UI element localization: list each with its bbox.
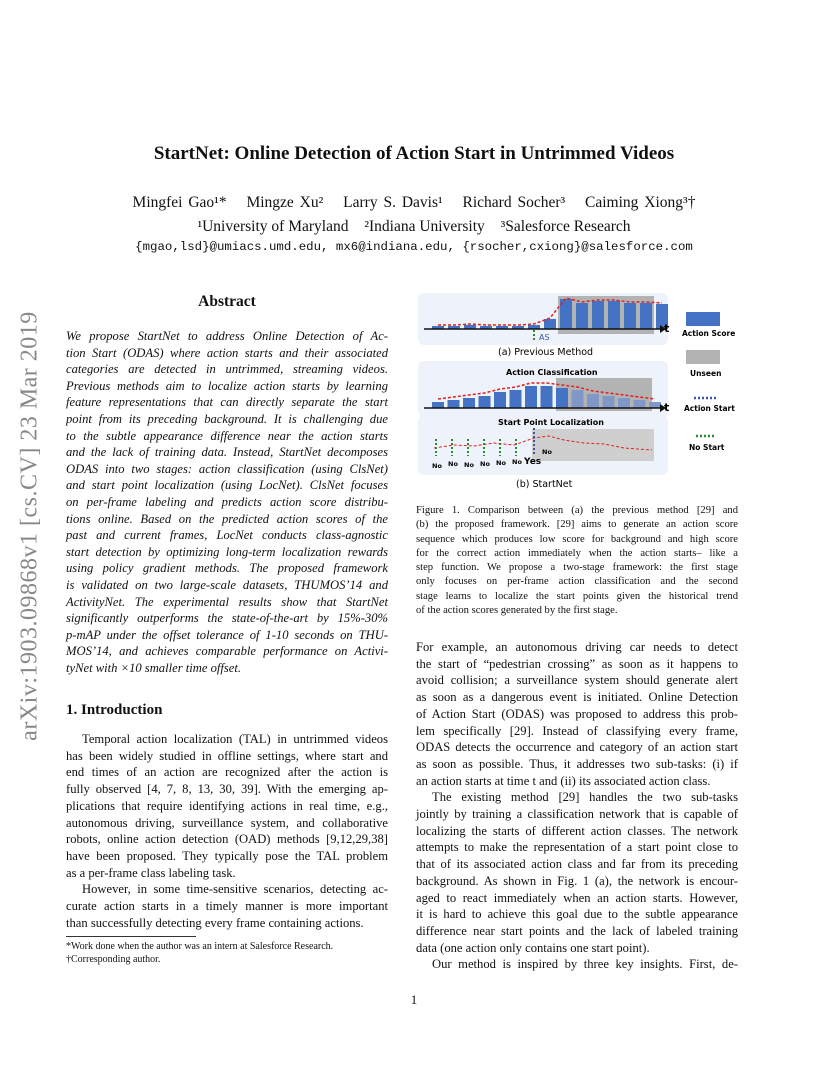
body-line: lem specifically [29]. Instead of classifying every frame, bbox=[416, 723, 738, 738]
no-label: No bbox=[432, 462, 442, 470]
legend-unseen-swatch bbox=[686, 350, 720, 364]
body-line: jointly by training a classification network that is capable of bbox=[416, 807, 738, 822]
body-line: localizing the starts of different action classes. The network bbox=[416, 823, 738, 838]
abstract-line: and start point localization (using LocNet). ClsNet focuses bbox=[66, 478, 388, 493]
legend-action-score-swatch bbox=[686, 312, 720, 326]
body-line: However, in some time-sensitive scenarios, detecting ac- bbox=[82, 882, 388, 897]
yes-label: Yes bbox=[524, 457, 542, 467]
score-bar bbox=[624, 303, 636, 329]
abstract-line: start detection by optimizing long-term localization rewards bbox=[66, 544, 388, 559]
body-line: curate action starts in a timely manner is more important bbox=[66, 899, 388, 914]
score-bar bbox=[432, 402, 444, 408]
abstract-line: and the lack of training data. Instead, StartNet decomposes bbox=[66, 445, 388, 460]
no-label: No bbox=[512, 458, 522, 466]
legend-label: No Start bbox=[689, 443, 725, 452]
abstract-line: ODAS into two stages: action classification (using ClsNet) bbox=[66, 461, 388, 476]
page-number: 1 bbox=[410, 992, 418, 1007]
abstract-line: feature representations that can directly separate the start bbox=[66, 395, 388, 410]
panel-a-label: (a) Previous Method bbox=[498, 347, 594, 358]
author: Mingze Xu² bbox=[246, 194, 324, 211]
body-line: Our method is inspired by three key insights. First, de- bbox=[432, 957, 738, 972]
no-label: No bbox=[496, 459, 506, 467]
caption-line: sequence which produces low score for background and high score bbox=[416, 533, 738, 545]
no-label: No bbox=[464, 461, 474, 469]
body-line: robots, online action detection (OAD) methods [9,12,29,38] bbox=[66, 832, 388, 847]
no-label: No bbox=[448, 460, 458, 468]
body-line: fully observed [4, 7, 8, 13, 30, 39]. With the emerging ap- bbox=[66, 782, 388, 797]
abstract-line: is validated on two large-scale datasets, THUMOS’14 and bbox=[66, 577, 388, 592]
body-line: For example, an autonomous driving car needs to detect bbox=[416, 640, 738, 654]
legend-label: Action Score bbox=[682, 329, 736, 338]
action-classification-label: Action Classification bbox=[506, 368, 598, 377]
caption-line: Figure 1. Comparison between (a) the previous method [29] and bbox=[416, 505, 738, 516]
abstract-line: past and current frames, LocNet conducts class-agnostic bbox=[66, 528, 388, 543]
body-line: Temporal action localization (TAL) in untrimmed videos bbox=[82, 732, 388, 746]
score-bar bbox=[640, 303, 652, 329]
abstract-body bbox=[66, 328, 388, 676]
arxiv-sidebar bbox=[6, 296, 54, 756]
score-bar bbox=[494, 392, 506, 408]
no-label: No bbox=[542, 448, 552, 456]
body-line: avoid collision; a surveillance system should generate alert bbox=[416, 673, 738, 688]
abstract-line: point from its preceding background. It is challenging due bbox=[66, 411, 388, 426]
figure-1 bbox=[414, 288, 754, 500]
score-bar bbox=[479, 396, 491, 408]
score-bar bbox=[634, 400, 646, 408]
score-bar bbox=[649, 402, 661, 408]
author-emails: {mgao,lsd}@umiacs.umd.edu, mx6@indiana.edu, {rsocher,cxiong}@salesforce.com bbox=[135, 240, 693, 254]
caption-line: step function. We propose a two-stage framework: the first stage bbox=[416, 562, 738, 574]
score-bar bbox=[463, 398, 475, 408]
body-line: plications that require identifying actions in real time, e.g., bbox=[66, 798, 388, 813]
legend-label: Unseen bbox=[690, 369, 722, 378]
no-label: No bbox=[480, 460, 490, 468]
score-bar bbox=[618, 398, 630, 408]
as-label: AS bbox=[539, 333, 550, 342]
author-list bbox=[0, 194, 828, 212]
score-bar bbox=[556, 388, 568, 408]
affiliation-list bbox=[0, 218, 828, 236]
body-line: data (one action only contains one start point). bbox=[416, 940, 650, 955]
score-bar bbox=[572, 390, 584, 408]
affiliation: ²Indiana University bbox=[364, 218, 485, 235]
score-bar bbox=[510, 390, 522, 408]
figure-caption bbox=[416, 504, 738, 618]
axis-label: t bbox=[664, 401, 670, 414]
caption-line: stage learns to localize the start points given the historical trend bbox=[416, 590, 738, 602]
body-line: than successfully detecting every frame containing actions. bbox=[66, 915, 364, 930]
footnote: *Work done when the author was an intern at Salesforce Research. bbox=[66, 941, 334, 952]
abstract-line: categories are detected in untrimmed, streaming videos. bbox=[66, 362, 388, 377]
abstract-line: tion Start (ODAS) where action starts and their associated bbox=[66, 345, 388, 360]
affiliation: ¹University of Maryland bbox=[197, 218, 349, 235]
body-line: attempts to make the representation of a start point close to bbox=[416, 840, 738, 855]
score-bar bbox=[525, 386, 537, 408]
body-line: have been proposed. They typically pose the TAL problem bbox=[66, 848, 388, 863]
body-line: as soon as possible. Thus, it addresses two sub-tasks: (i) if bbox=[416, 756, 738, 771]
panel-b-label: (b) StartNet bbox=[516, 479, 573, 490]
score-bar bbox=[448, 400, 460, 408]
author: Caiming Xiong³† bbox=[585, 194, 696, 211]
axis-label: t bbox=[664, 322, 670, 335]
abstract-line: MOS’14, and achieves comparable performance on Activi- bbox=[66, 644, 388, 659]
section-heading: 1. Introduction bbox=[66, 702, 163, 718]
figure-1-diagram bbox=[414, 288, 754, 500]
body-line: background. As shown in Fig. 1 (a), the network is encour- bbox=[416, 873, 738, 888]
body-line: an action starts at time t and (ii) its associated action class. bbox=[416, 773, 711, 788]
start-point-localization-label: Start Point Localization bbox=[498, 418, 604, 427]
body-line: has been widely studied in offline settings, where start and bbox=[66, 748, 388, 763]
arxiv-id: arXiv:1903.09868v1 [cs.CV] 23 Mar 2019 bbox=[16, 311, 43, 741]
abstract-line: tyNet with ×10 smaller time offset. bbox=[66, 660, 242, 675]
score-bar bbox=[576, 303, 588, 329]
body-line: as soon as a dangerous event is initiated. Online Detection bbox=[416, 690, 738, 705]
footnote-rule bbox=[66, 936, 196, 937]
body-line: autonomous driving, surveillance system, and collaborative bbox=[66, 815, 388, 830]
abstract-line: p-mAP under the offset tolerance of 1-10 seconds on THU- bbox=[66, 627, 388, 642]
right-column-body bbox=[416, 639, 738, 973]
body-line: aged to react immediately when an action starts. However, bbox=[416, 890, 738, 905]
body-line: as a per-frame class labeling task. bbox=[66, 865, 236, 880]
abstract-line: on per-frame labeling and predicts action score distribu- bbox=[66, 494, 388, 509]
score-bar bbox=[587, 394, 599, 408]
author: Larry S. Davis¹ bbox=[343, 194, 443, 211]
body-line: that of its associated action class and far from its preceding bbox=[416, 857, 738, 872]
abstract-line: Previous methods aim to localize action starts by learning bbox=[66, 378, 388, 393]
score-bar bbox=[603, 396, 615, 408]
body-line: it is hard to achieve this goal due to the subtle appearance bbox=[416, 907, 738, 922]
abstract-line: tions online. Based on the predicted action scores of the bbox=[66, 511, 388, 526]
score-bar bbox=[592, 301, 604, 329]
caption-line: only focuses on per-frame action classification and the second bbox=[416, 576, 738, 588]
body-line: of Action Start (ODAS) was proposed to address this prob- bbox=[416, 706, 738, 721]
affiliation: ³Salesforce Research bbox=[500, 218, 631, 235]
score-bar bbox=[608, 301, 620, 329]
abstract-line: using policy gradient methods. The proposed framework bbox=[66, 561, 388, 576]
body-line: ODAS detects the occurrence and category of an action start bbox=[416, 740, 738, 755]
footnote: †Corresponding author. bbox=[66, 954, 161, 965]
paper-title: StartNet: Online Detection of Action Start in Untrimmed Videos bbox=[153, 143, 675, 164]
caption-line: (b) the proposed framework. [29] aims to generate an action score bbox=[416, 519, 738, 531]
abstract-heading: Abstract bbox=[198, 293, 256, 310]
abstract-line: ActivityNet. The experimental results show that StartNet bbox=[66, 594, 388, 609]
abstract-line: We propose StartNet to address Online Detection of Ac- bbox=[66, 329, 388, 343]
legend-label: Action Start bbox=[684, 404, 735, 413]
author: Richard Socher³ bbox=[462, 194, 566, 211]
body-line: difference near start points and the lack of labeled training bbox=[416, 923, 738, 938]
body-line: end times of an action are recognized after the action is bbox=[66, 765, 388, 780]
caption-line: for the correct action immediately when the action starts– like a bbox=[416, 547, 738, 559]
abstract-line: significantly outperforms the state-of-the-art by 15%-30% bbox=[66, 611, 388, 626]
unseen-region bbox=[532, 429, 654, 461]
body-line: the start of “pedestrian crossing” as soon as it happens to bbox=[416, 656, 738, 671]
score-bar bbox=[541, 386, 553, 408]
body-line: The existing method [29] handles the two sub-tasks bbox=[432, 790, 738, 805]
caption-line: of the action scores generated by the first stage. bbox=[416, 605, 618, 617]
intro-body bbox=[66, 731, 388, 931]
score-bar bbox=[544, 319, 556, 329]
author: Mingfei Gao¹* bbox=[132, 194, 227, 211]
abstract-line: to the subtle appearance difference near the action starts bbox=[66, 428, 388, 443]
